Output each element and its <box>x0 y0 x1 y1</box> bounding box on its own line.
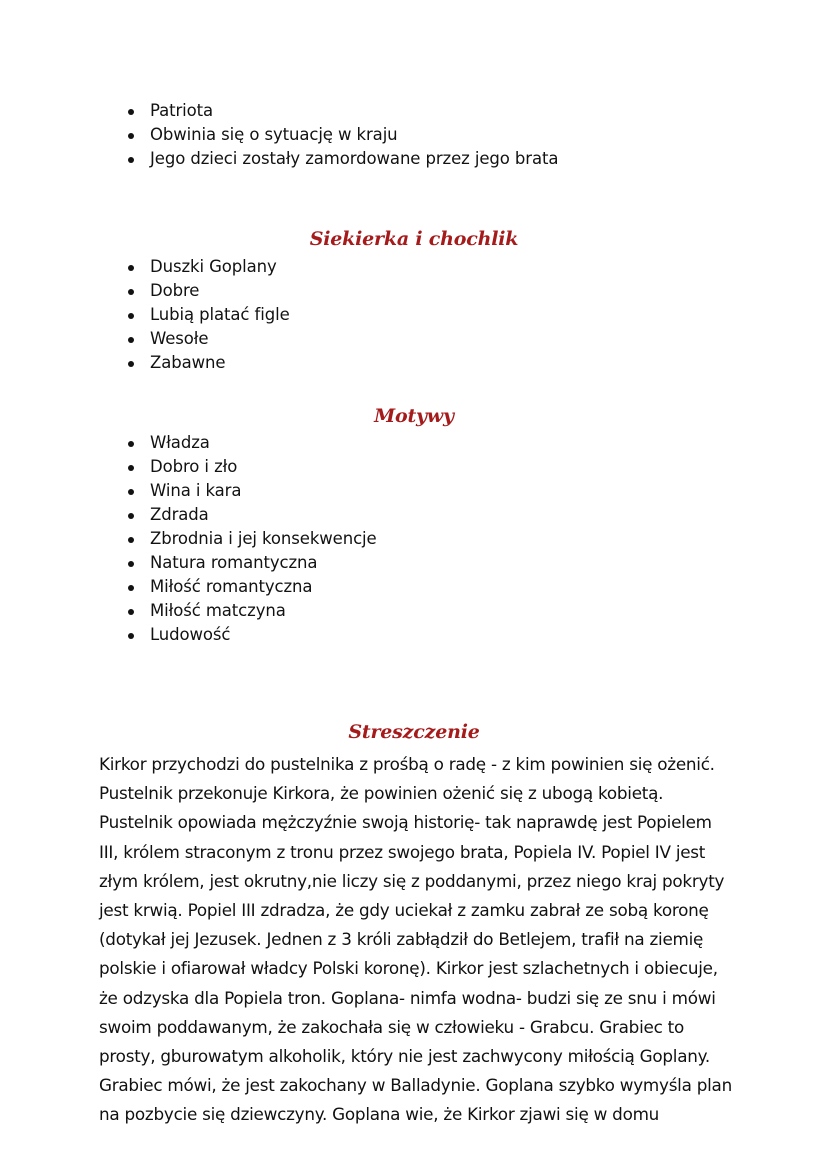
list-item-label: Jego dzieci zostały zamordowane przez jego brata <box>150 149 559 168</box>
list-item <box>99 147 759 171</box>
list-item-label: Ludowość <box>150 625 231 644</box>
list-item <box>99 123 759 147</box>
list-item-label: Zbrodnia i jej konsekwencje <box>150 529 377 548</box>
bullet-dot-icon <box>128 157 134 163</box>
list-item-label: Natura romantyczna <box>150 553 318 572</box>
bullet-dot-icon <box>128 633 134 639</box>
list-item-label: Władza <box>150 433 210 452</box>
list-item <box>99 327 759 351</box>
list-item <box>99 527 759 551</box>
list-item <box>99 479 759 503</box>
list-item <box>99 351 759 375</box>
list-item-label: Wesołe <box>150 329 209 348</box>
list-item-label: Wina i kara <box>150 481 242 500</box>
list-item-label: Obwinia się o sytuację w kraju <box>150 125 398 144</box>
bullet-dot-icon <box>128 361 134 367</box>
bullet-list-siekierka <box>99 255 759 375</box>
bullet-dot-icon <box>128 561 134 567</box>
bullet-dot-icon <box>128 337 134 343</box>
bullet-list-cechy-kirkora <box>99 99 759 171</box>
list-item <box>99 431 759 455</box>
bullet-dot-icon <box>128 289 134 295</box>
bullet-dot-icon <box>128 265 134 271</box>
list-item-label: Dobre <box>150 281 200 300</box>
bullet-dot-icon <box>128 585 134 591</box>
list-item <box>99 599 759 623</box>
bullet-dot-icon <box>128 609 134 615</box>
list-item <box>99 623 759 647</box>
list-item-label: Zdrada <box>150 505 209 524</box>
list-item <box>99 99 759 123</box>
list-item <box>99 551 759 575</box>
list-item <box>99 303 759 327</box>
list-item-label: Miłość matczyna <box>150 601 286 620</box>
section-heading-motywy: Motywy <box>374 405 454 427</box>
bullet-dot-icon <box>128 133 134 139</box>
bullet-dot-icon <box>128 441 134 447</box>
list-item-label: Lubią platać figle <box>150 305 290 324</box>
bullet-dot-icon <box>128 313 134 319</box>
list-item <box>99 255 759 279</box>
bullet-dot-icon <box>128 489 134 495</box>
list-item <box>99 503 759 527</box>
list-item-label: Zabawne <box>150 353 226 372</box>
list-item <box>99 279 759 303</box>
bullet-dot-icon <box>128 465 134 471</box>
list-item-label: Dobro i zło <box>150 457 238 476</box>
section-heading-siekierka: Siekierka i chochlik <box>309 228 519 250</box>
bullet-dot-icon <box>128 109 134 115</box>
section-heading-streszczenie: Streszczenie <box>348 721 480 743</box>
list-item <box>99 455 759 479</box>
summary-paragraph: Kirkor przychodzi do pustelnika z prośbą o radę - z kim powinien się ożenić. Pustelnik przekonuje Kirkora, że powinien ożenić się z ubogą kobietą. Pustelnik opowiada mężczyźnie swoją historię- tak naprawdę jest Popielem III, królem straconym z tronu przez swojego brata, Popiela IV. Popiel IV jest złym królem, jest okrutny,nie liczy się z poddanymi, przez niego kraj pokryty jest krwią. Popiel III zdradza, że gdy uciekał z zamku zabrał ze sobą koronę (dotykał jej Jezusek. Jednen z 3 króli zabłądził do Betlejem, trafił na ziemię polskie i ofiarował władcy Polski koronę). Kirkor jest szlachetnych i obiecuje, że odzyska dla Popiela tron. Goplana- nimfa wodna- budzi się ze snu i mówi swoim poddawanym, że zakochała się w człowieku - Grabcu. Grabiec to prosty, gburowatym alkoholik, który nie jest zachwycony miłością Goplany. Grabiec mówi, że jest zakochany w Balladynie. Goplana szybko wymyśla plan na pozbycie się dziewczyny. Goplana wie, że Kirkor zjawi się w domu <box>99 754 732 1125</box>
list-item-label: Duszki Goplany <box>150 257 277 276</box>
bullet-dot-icon <box>128 513 134 519</box>
bullet-dot-icon <box>128 537 134 543</box>
list-item <box>99 575 759 599</box>
list-item-label: Miłość romantyczna <box>150 577 313 596</box>
bullet-list-motywy <box>99 431 759 647</box>
list-item-label: Patriota <box>150 101 214 120</box>
